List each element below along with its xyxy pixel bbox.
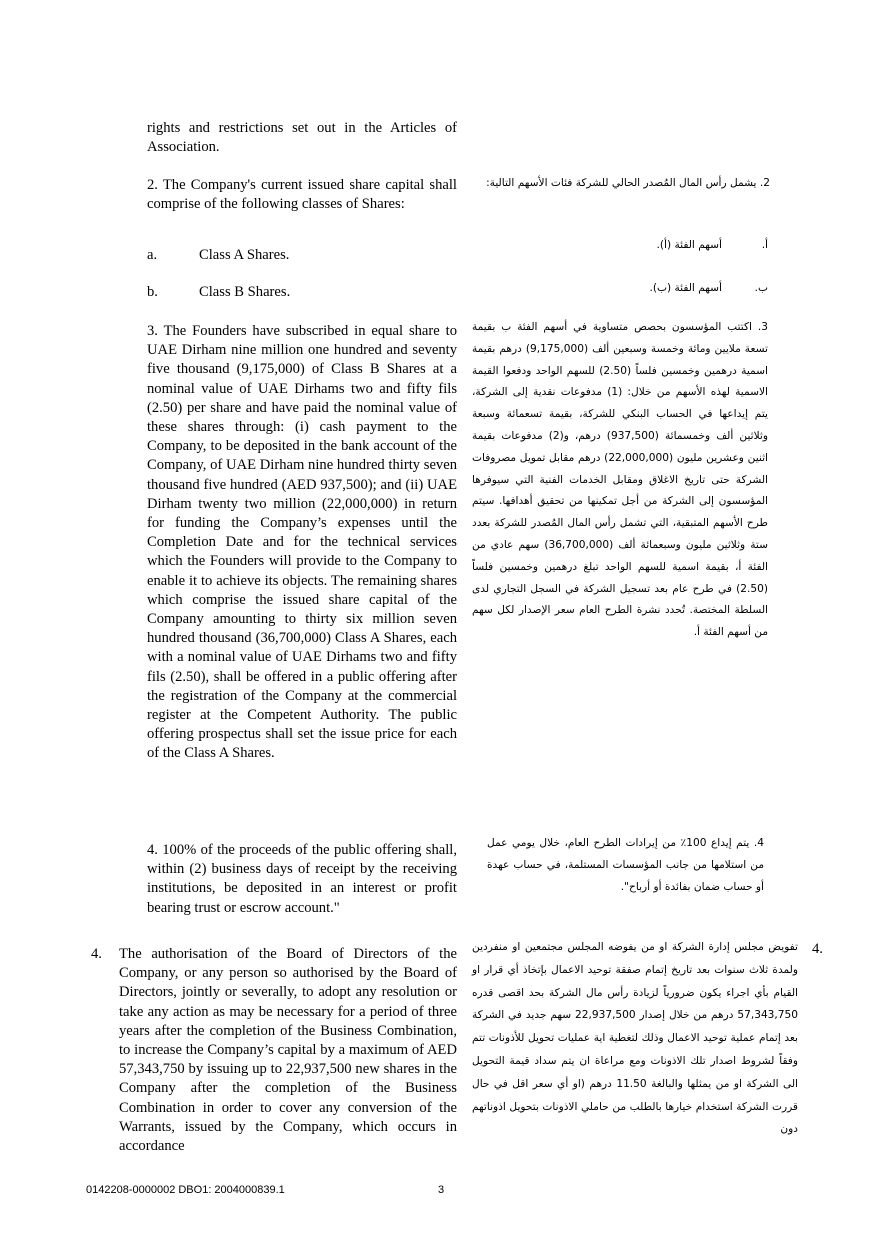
english-list-item-b (147, 283, 457, 303)
english-paragraph-2: 2. The Company's current issued share capital shall comprise of the following classes of Shares: (147, 177, 457, 213)
arabic-resolution-4: تفويض مجلس إدارة الشركة او من يفوضه المجلس مجتمعين او منفردين ولمدة ثلاث سنوات بعد تاريخ إتمام صفقة توحيد الاعمال بإتخاذ أي قرار او القيام بأي اجراء يكون ضرورياً لزيادة رأس مال الشركة بحد اقصى قدره 57,343,750 درهم من خلال إصدار 22,937,500 سهم جديد في الشركة بعد إتمام عملية توحيد الاعمال وذلك لتغطية اية عمليات تحويل للأذونات تتم وفقاً لشروط اصدار تلك الاذونات ومع مراعاة ان يتم سداد قيمة التحويل الى الشركة او من يمثلها والبالغة 11.50 درهم (او أي سعر اقل في حال قررت الشركة استخدام خيارها بالطلب من حاملي الاذونات بتحويل اذوناتهم دون (472, 941, 799, 1136)
document-reference: 0142208-0000002 DBO1: 2004000839.1 (86, 1184, 285, 1196)
arabic-resolution-number: 4. (812, 941, 823, 957)
list-item-text: أسهم الفئة (ب). (649, 282, 722, 294)
list-marker: a. (147, 247, 158, 263)
list-marker: b. (147, 284, 158, 300)
english-intro-paragraph: rights and restrictions set out in the Articles of Association. (147, 120, 457, 156)
english-paragraph-4: 4. 100% of the proceeds of the public offering shall, within (2) business days of receipt by the receiving institutions, be deposited in an interest or profit bearing trust or escrow account." (147, 842, 457, 916)
list-item-text: أسهم الفئة (أ). (656, 239, 722, 251)
list-item-text: Class B Shares. (199, 284, 291, 300)
english-resolution-4: The authorisation of the Board of Directors of the Company, or any person so authorised by the Board of Directors, jointly or severally, to adopt any resolution or take any action as may be necessary for a period of three years after the completion of the Business Combination, to increase the Company’s capital by a maximum of AED 57,343,750 by issuing up to 22,937,500 new shares in the Company after the completion of the Business Combination in order to cover any conversion of the Warrants, issued by the Company, which occurs in accordance (119, 946, 457, 1155)
arabic-paragraph-3: 3. اكتتب المؤسسون بحصص متساوية في أسهم الفئة ب بقيمة تسعة ملايين ومائة وخمسة وسبعين ألف (9,175,000) درهم بقيمة اسمية درهمين وخمسين فلساً (2.50) للسهم الواحد ودفعوا القيمة الاسمية لهذه الأسهم من خلال: (1) مدفوعات نقدية إلى الشركة، يتم إيداعها في الحساب البنكي للشركة، بقيمة تسعمائة وسبعة وثلاثين ألف وخمسمائة (937,500) درهم، و(2) مدفوعات بقيمة اثنين وعشرين مليون (22,000,000) درهم مقابل تمويل مصروفات الشركة حتى تاريخ الاغلاق ومقابل الخدمات الفنية التي سيوفرها المؤسسون إلى الشركة من أجل تمكينها من تحقيق أهدافها. سيتم طرح الأسهم المتبقية، التي تشمل رأس المال المُصدر للشركة بعدد ستة وثلاثين مليون وسبعمائة ألف (36,700,000) سهم عادي من الفئة أ، بقيمة اسمية للسهم الواحد تبلغ درهمين وخمسين فلساً (2.50) في طرح عام بعد تسجيل الشركة في السجل التجاري لدى السلطة المختصة. تُحدد نشرة الطرح العام سعر الإصدار لكل سهم من أسهم الفئة أ. (472, 321, 769, 639)
english-resolution-number: 4. (91, 946, 102, 962)
arabic-paragraph-2: 2. يشمل رأس المال المُصدر الحالي للشركة فئات الأسهم التالية: (486, 177, 770, 189)
arabic-list-item-a (448, 236, 768, 256)
list-marker: ب. (754, 282, 768, 294)
english-paragraph-3: 3. The Founders have subscribed in equal share to UAE Dirham nine million one hundred and seventy five thousand (9,175,000) of Class B Shares at a nominal value of UAE Dirhams two and fifty fils (2.50) per share and have paid the nominal value of these shares through: (i) cash payment to the Company, to be deposited in the bank account of the Company, of UAE Dirham nine hundred thirty seven thousand five hundred (AED 937,500); and (ii) UAE Dirham twenty two million (22,000,000) in return for funding the Company’s expenses until the Completion Date and for the technical services which the Founders will provide to the Company to enable it to achieve its objects. The remaining shares which comprise the issued share capital of the Company amounting to thirty six million seven hundred thousand (36,700,000) Class A Shares, each with a nominal value of UAE Dirhams two and fifty fils (2.50), shall be offered in a public offering after the registration of the Company at the commercial register at the Competent Authority. The public offering prospectus shall set the issue price for each of the Class A Shares. (147, 323, 457, 762)
english-list-item-a (147, 246, 457, 266)
page-number: 3 (438, 1184, 445, 1196)
list-marker: أ. (761, 239, 768, 251)
arabic-list-item-b (448, 279, 768, 299)
arabic-paragraph-4: 4. يتم إيداع 100٪ من إيرادات الطرح العام، خلال يومي عمل من استلامها من جانب المؤسسات المستلمة، في حساب عهدة أو حساب ضمان بفائدة أو أرباح". (487, 837, 764, 893)
list-item-text: Class A Shares. (199, 247, 290, 263)
